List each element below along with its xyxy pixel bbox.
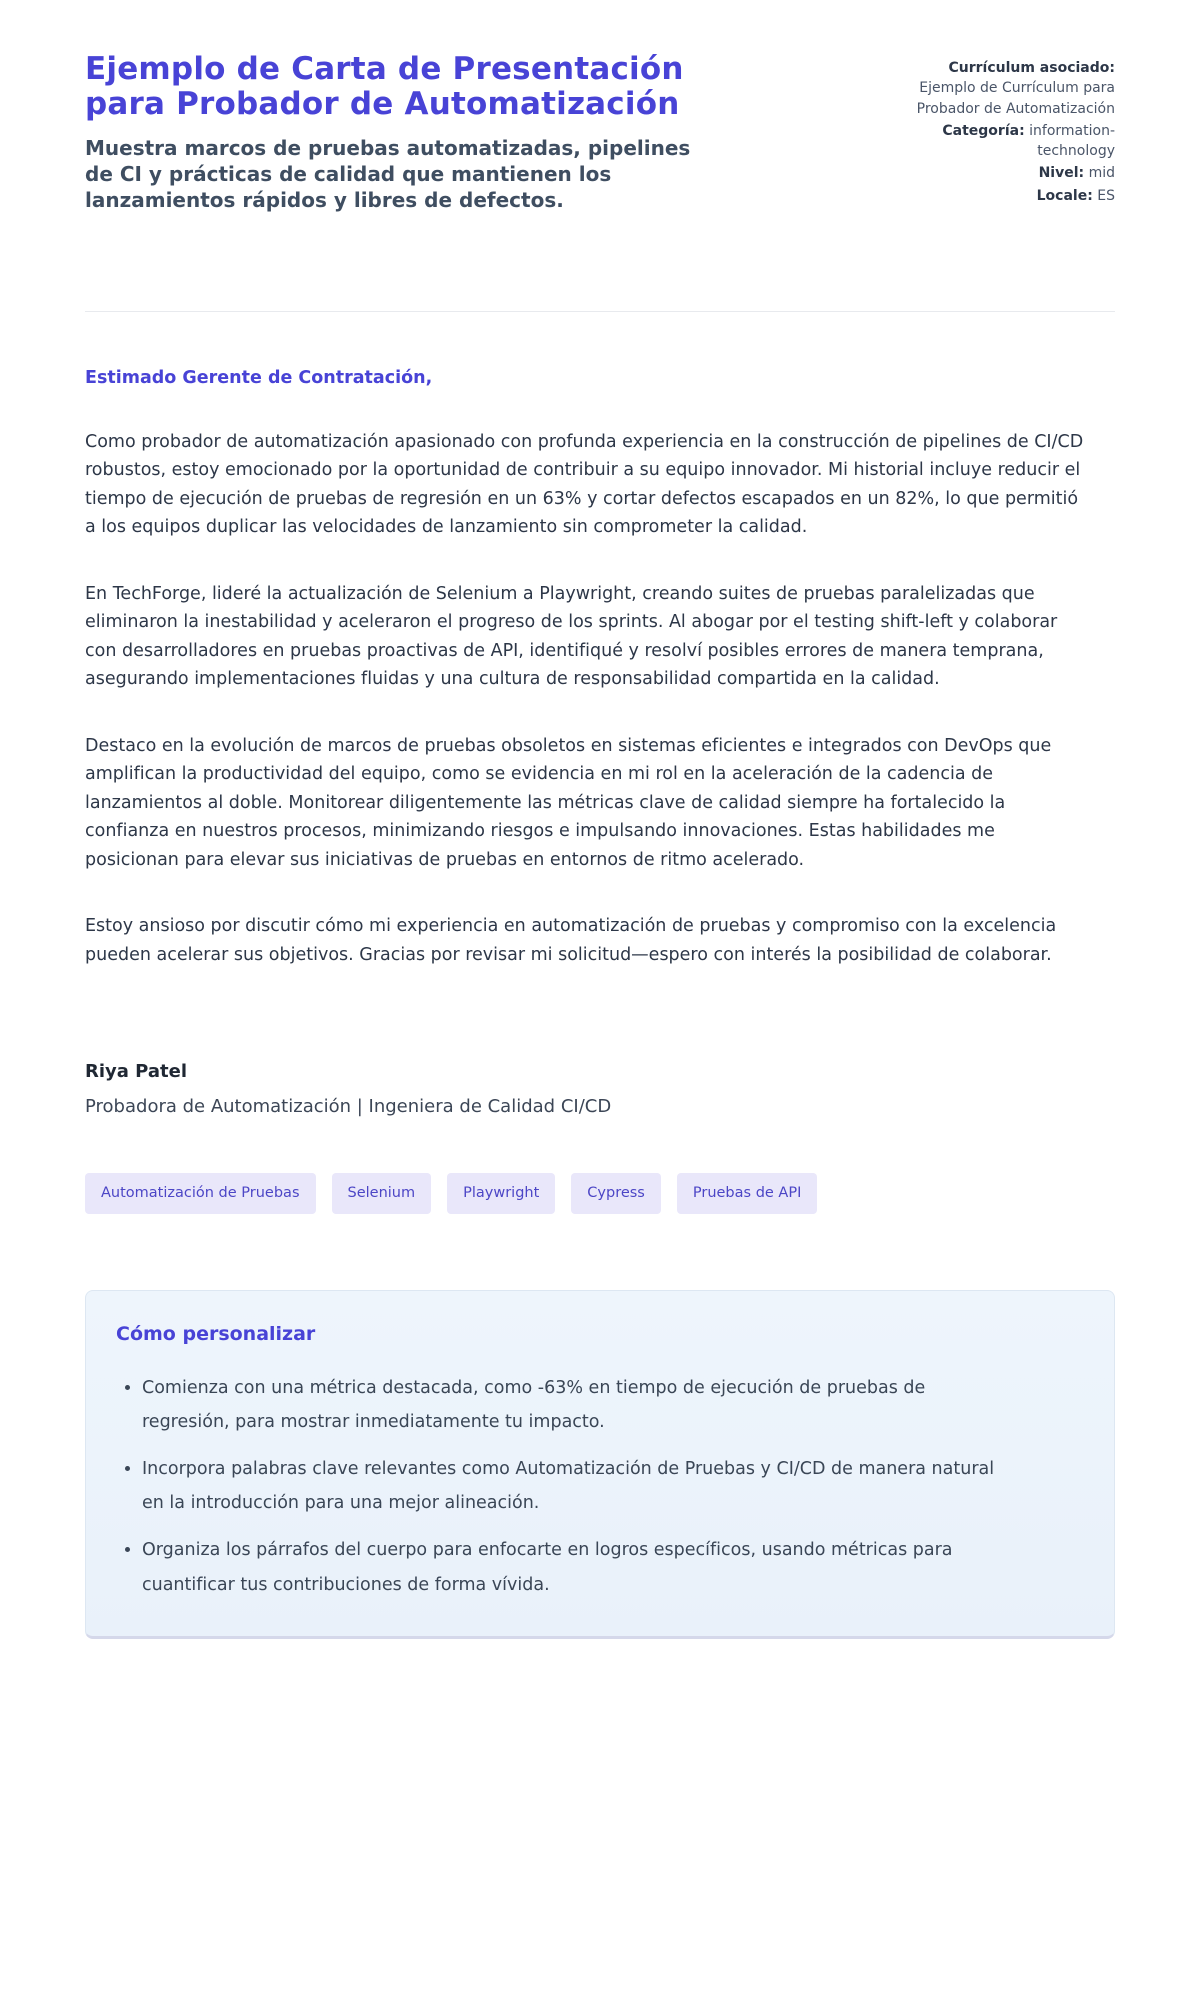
signature-role: Probadora de Automatización | Ingeniera de Calidad CI/CD [85, 1096, 612, 1118]
letter-paragraph: En TechForge, lideré la actualización de Selenium a Playwright, creando suites de pruebas paralelizadas que eliminaron la inestabilidad y aceleraron el progreso de los sprints. Al abogar por el testing shift-left y colaborar con desarrolladores en pruebas proactivas de API, identifiqué y resolví posibles errores de manera temprana, asegurando implementaciones fluidas y una cultura de responsabilidad compartida en la calidad. [85, 583, 1058, 690]
tip-item: • Organiza los párrafos del cuerpo para enfocarte en logros específicos, usando métricas para cuantificar tus contribuciones de forma vívida. [142, 1533, 1012, 1601]
meta-category-value: information-technology [1029, 122, 1115, 160]
cover-letter-page [85, 0, 1115, 1709]
meta-locale [897, 186, 1115, 206]
tag-list [85, 1173, 1115, 1214]
tip-item: • Comienza con una métrica destacada, como -63% en tiempo de ejecución de pruebas de regresión, para mostrar inmediatamente tu impacto. [142, 1371, 1012, 1439]
tag-selenium[interactable]: Selenium [332, 1173, 432, 1214]
letter-paragraph: Estoy ansioso por discutir cómo mi experiencia en automatización de pruebas y compromiso con la excelencia pueden acelerar sus objetivos. Gracias por revisar mi solicitud—espero con interés la posibilidad de colaborar. [85, 916, 1057, 965]
tag-playwright[interactable]: Playwright [447, 1173, 555, 1214]
tip-item: • Incorpora palabras clave relevantes como Automatización de Pruebas y CI/CD de manera natural en la introducción para una mejor alineación. [142, 1452, 1012, 1520]
meta-resume-value: Ejemplo de Currículum para Probador de Automatización [916, 80, 1115, 117]
tag-test-automation[interactable]: Automatización de Pruebas [85, 1173, 316, 1214]
header-divider [85, 311, 1115, 312]
meta-level [897, 163, 1115, 183]
tips-list [116, 1371, 1084, 1602]
meta-resume-label: Currículum asociado: [948, 60, 1115, 76]
signature-name: Riya Patel [85, 1061, 188, 1083]
meta-locale-value: ES [1097, 187, 1115, 204]
page-subtitle: Muestra marcos de pruebas automatizadas, pipelines de CI y prácticas de calidad que mantienen los lanzamientos rápidos y libres de defectos. [85, 135, 691, 212]
meta-associated-resume [897, 58, 1115, 119]
page-title: Ejemplo de Carta de Presentación para Probador de Automatización [85, 51, 684, 123]
meta-category-label: Categoría: [942, 122, 1025, 139]
tips-heading: Cómo personalizar [116, 1322, 316, 1345]
meta-category [897, 121, 1115, 162]
meta-level-label: Nivel: [1038, 165, 1085, 182]
letter-greeting: Estimado Gerente de Contratación, [85, 367, 433, 388]
meta-level-value: mid [1088, 165, 1115, 182]
meta-locale-label: Locale: [1036, 187, 1093, 204]
header-title-block [85, 52, 857, 213]
tag-api-testing[interactable]: Pruebas de API [677, 1173, 818, 1214]
tag-cypress[interactable]: Cypress [571, 1173, 661, 1214]
customization-tips-box [85, 1290, 1115, 1639]
letter-paragraph: Como probador de automatización apasionado con profunda experiencia en la construcción de pipelines de CI/CD robustos, estoy emocionado por la oportunidad de contribuir a su equipo innovador. Mi historial incluye reducir el tiempo de ejecución de pruebas de regresión en un 63% y cortar defectos escapados en un 82%, lo que permitió a los equipos duplicar las velocidades de lanzamiento sin comprometer la calidad. [85, 431, 1084, 538]
page-header [85, 52, 1115, 213]
letter-body [85, 368, 1115, 1118]
letter-paragraph: Destaco en la evolución de marcos de pruebas obsoletos en sistemas eficientes e integrados con DevOps que amplifican la productividad del equipo, como se evidencia en mi rol en la aceleración de la cadencia de lanzamientos al doble. Monitorear diligentemente las métricas clave de calidad siempre ha fortalecido la confianza en nuestros procesos, minimizando riesgos e impulsando innovaciones. Estas habilidades me posicionan para elevar sus iniciativas de pruebas en entornos de ritmo acelerado. [85, 735, 1052, 870]
document-metadata [897, 52, 1115, 208]
